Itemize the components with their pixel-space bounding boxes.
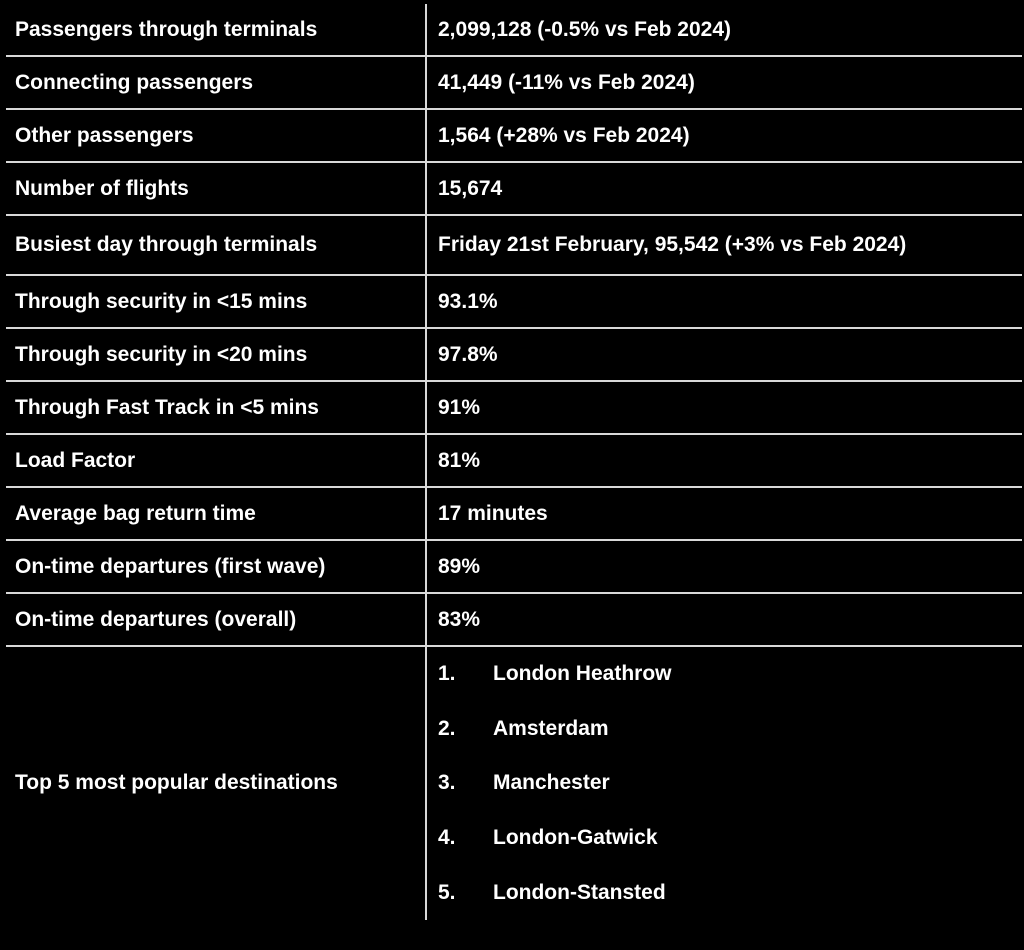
- row-value: 1,564 (+28% vs Feb 2024): [426, 109, 1022, 162]
- row-label: Connecting passengers: [6, 56, 426, 109]
- airport-stats-table: [6, 4, 1022, 920]
- destination-number: 3.: [438, 771, 456, 795]
- destination-number: 5.: [438, 880, 456, 904]
- table-row: [6, 215, 1022, 275]
- table-row: [6, 328, 1022, 381]
- destination-name: Manchester: [493, 771, 610, 795]
- table-row: [6, 540, 1022, 593]
- row-value: 93.1%: [426, 275, 1022, 328]
- row-value: 17 minutes: [426, 487, 1022, 540]
- row-value: 91%: [426, 381, 1022, 434]
- destinations-cell: [426, 646, 1022, 920]
- table-row: [6, 593, 1022, 646]
- list-item: [438, 811, 1022, 866]
- table-row: [6, 275, 1022, 328]
- table-row: [6, 162, 1022, 215]
- row-value: 89%: [426, 540, 1022, 593]
- row-label: Other passengers: [6, 109, 426, 162]
- row-value: 83%: [426, 593, 1022, 646]
- destination-number: 1.: [438, 662, 456, 686]
- row-label: On-time departures (overall): [6, 593, 426, 646]
- row-label: Through security in <20 mins: [6, 328, 426, 381]
- table-row: [6, 56, 1022, 109]
- destinations-list: [438, 647, 1022, 920]
- list-item: [438, 756, 1022, 811]
- list-item: [438, 647, 1022, 702]
- destination-name: Amsterdam: [493, 716, 609, 740]
- row-label: Number of flights: [6, 162, 426, 215]
- list-item: [438, 702, 1022, 757]
- destination-name: London Heathrow: [493, 662, 672, 686]
- table-row: [6, 4, 1022, 56]
- row-value: 97.8%: [426, 328, 1022, 381]
- table-row: [6, 381, 1022, 434]
- table-row: [6, 646, 1022, 920]
- row-label: Passengers through terminals: [6, 4, 426, 56]
- list-item: [438, 865, 1022, 920]
- table-row: [6, 434, 1022, 487]
- row-value: 41,449 (-11% vs Feb 2024): [426, 56, 1022, 109]
- destination-name: London-Gatwick: [493, 826, 658, 850]
- row-label: Average bag return time: [6, 487, 426, 540]
- destination-name: London-Stansted: [493, 880, 666, 904]
- row-label: Load Factor: [6, 434, 426, 487]
- row-value: 2,099,128 (-0.5% vs Feb 2024): [426, 4, 1022, 56]
- row-label: On-time departures (first wave): [6, 540, 426, 593]
- destinations-label: Top 5 most popular destinations: [6, 646, 426, 920]
- row-label: Through security in <15 mins: [6, 275, 426, 328]
- row-value: 15,674: [426, 162, 1022, 215]
- row-label: Through Fast Track in <5 mins: [6, 381, 426, 434]
- row-label: Busiest day through terminals: [6, 215, 426, 275]
- destination-number: 4.: [438, 826, 456, 850]
- row-value: Friday 21st February, 95,542 (+3% vs Feb 2024): [426, 215, 1022, 275]
- row-value: 81%: [426, 434, 1022, 487]
- table-row: [6, 487, 1022, 540]
- table-row: [6, 109, 1022, 162]
- destination-number: 2.: [438, 716, 456, 740]
